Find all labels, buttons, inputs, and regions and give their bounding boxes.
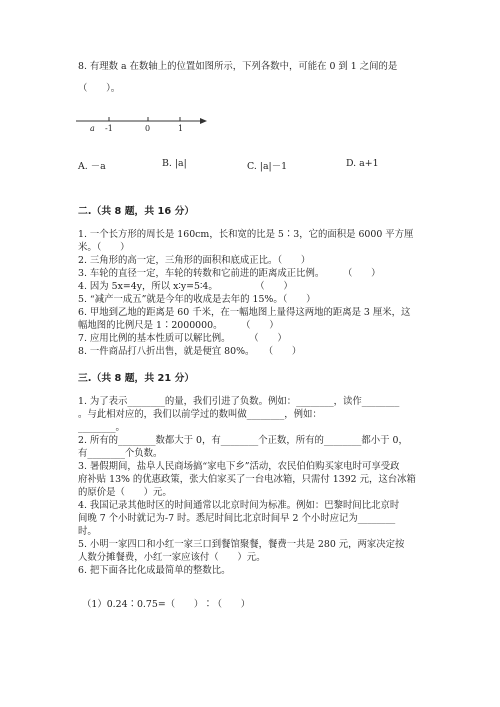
s3-line: 人数分摊餐费，小红一家应该付（ ）元。 [78, 552, 266, 563]
s3-line: 5. 小明一家四口和小红一家三口到餐馆聚餐，餐费一共是 280 元，两家决定按 [78, 539, 405, 550]
section3-title: 三.（共 8 题，共 21 分） [78, 373, 195, 384]
q8-option-d: D. a+1 [346, 158, 379, 169]
section2-title: 二.（共 8 题，共 16 分） [78, 206, 195, 217]
s2-line: 7. 应用比例的基本性质可以解比例。 （ ） [78, 333, 287, 344]
s3-line: ________。 [78, 422, 125, 433]
q8-paren: （ ）。 [78, 83, 121, 94]
q8-option-c: C. |a|－1 [247, 161, 288, 172]
s3-line: 间晚 7 个小时就记为-7 时。悉尼时间比北京时间早 2 个小时应记为________ [78, 513, 396, 524]
s3-line: 1. 为了表示________的量，我们引进了负数。例如：________，读作________ [78, 396, 400, 407]
q8-option-b: B. |a| [162, 158, 187, 169]
s3-line: 府补贴 13% 的优惠政策，张大伯家买了一台电冰箱，只需付 1392 元，这台冰箱 [78, 474, 416, 485]
s2-line: 8. 一件商品打八折出售，就是便宜 80%。 （ ） [78, 346, 302, 357]
axis-label-1: 1 [178, 124, 184, 133]
axis-label-a: a [90, 124, 95, 133]
s2-line: 1. 一个长方形的周长是 160cm，长和宽的比是 5∶3，它的面积是 6000 平方厘 [78, 229, 414, 240]
s2-line: 米。（ ） [78, 242, 130, 253]
s2-line: 5. “减产一成五”就是今年的收成是去年的 15%。（ ） [78, 294, 316, 305]
s2-line: 4. 因为 5x=4y，所以 x∶y=5∶4。 （ ） [78, 281, 293, 292]
q8-stem: 8. 有理数 a 在数轴上的位置如图所示，下列各数中，可能在 0 到 1 之间的是 [78, 61, 398, 72]
s2-line: 幅地图的比例尺是 1∶2000000。 （ ） [78, 320, 279, 331]
s2-line: 2. 三角形的高一定，三角形的面积和底成正比。（ ） [78, 255, 311, 266]
s2-line: 6. 甲地到乙地的距离是 60 千米，在一幅地图上量得这两地的距离是 3 厘米，这 [78, 307, 411, 318]
s3-line: 时。 [78, 526, 97, 537]
s3-sub1: （1）0.24∶0.75=（ ）∶（ ） [82, 599, 251, 610]
s3-line: 2. 所有的________数都大于 0，有________个正数，所有的________都小于 0， [78, 435, 408, 446]
s3-line: 3. 暑假期间，盐阜人民商场搞“家电下乡”活动，农民伯伯购买家电时可享受政 [78, 461, 400, 472]
s2-line: 3. 车轮的直径一定，车轮的转数和它前进的距离成正比例。 （ ） [78, 268, 381, 279]
s3-line: 的原价是（ ）元。 [78, 487, 172, 498]
s3-line: 6. 把下面各比化成最简单的整数比。 [78, 565, 231, 576]
q8-option-a: A. －a [78, 161, 106, 172]
number-line [74, 112, 214, 136]
s3-line: 有________个负数。 [78, 448, 163, 459]
s3-line: 。与此相对应的，我们以前学过的数叫做________，例如： [78, 409, 322, 420]
axis-label-neg1: -1 [105, 124, 113, 133]
s3-line: 4. 我国记录其他时区的时间通常以北京时间为标准。例如：巴黎时间比北京时 [78, 500, 400, 511]
axis-label-0: 0 [145, 124, 151, 133]
